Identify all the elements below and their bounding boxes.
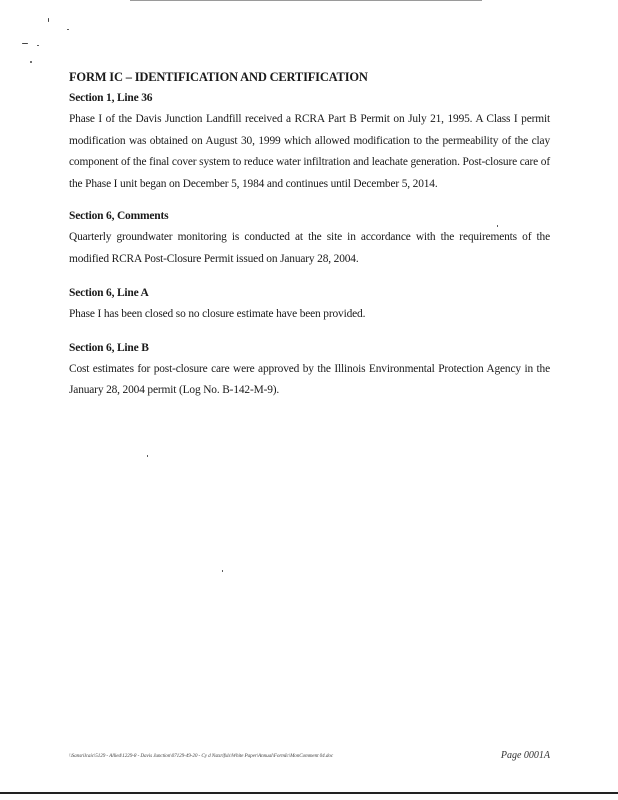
footer-file-path: \\Sansrilcaic\5129 - Allied\1229-8 - Davis Junction\07129-49-20 - Cy d Nstsrifxls\White Paper\Annual\FormIc\MonComment 04.doc [69, 753, 334, 759]
section-paragraph: Phase I has been closed so no closure estimate have been provided. [69, 308, 366, 320]
section-heading: Section 1, Line 36 [69, 92, 153, 104]
document-body [69, 69, 550, 402]
scan-speck [147, 455, 148, 457]
section-6-line-b [69, 340, 550, 402]
scan-speck [67, 29, 69, 30]
section-heading: Section 6, Comments [69, 210, 169, 222]
section-paragraph: Quarterly groundwater monitoring is conducted at the site in accordance with the requirements of the modified RCRA Post-Closure Permit issued on January 28, 2004. [69, 231, 550, 265]
section-paragraph: Phase I of the Davis Junction Landfill received a RCRA Part B Permit on July 21, 1995. A Class I permit modification was obtained on August 30, 1999 which allowed modification to the permeability of the clay component of the final cover system to reduce water infiltration and leachate generation. Post-closure care of the Phase I unit began on December 5, 1984 and continues until December 5, 2014. [69, 113, 550, 190]
section-paragraph: Cost estimates for post-closure care were approved by the Illinois Environmental Protection Agency in the January 28, 2004 permit (Log No. B-142-M-9). [69, 362, 550, 396]
page-footer [69, 750, 550, 764]
scan-speck [22, 43, 28, 44]
section-heading: Section 6, Line B [69, 341, 149, 354]
section-6-comments [69, 208, 550, 270]
section-6-line-a [69, 285, 550, 326]
footer-page-number: Page 0001A [500, 750, 550, 761]
scan-speck [37, 45, 39, 46]
scan-speck [222, 570, 223, 572]
top-scan-edge [130, 0, 482, 1]
scan-speck [30, 61, 32, 63]
form-title: FORM IC – IDENTIFICATION AND CERTIFICATION [69, 70, 368, 84]
section-1-line-36 [69, 90, 550, 195]
section-heading: Section 6, Line A [69, 287, 149, 299]
scan-speck [48, 18, 49, 22]
bottom-scan-edge [0, 792, 618, 794]
